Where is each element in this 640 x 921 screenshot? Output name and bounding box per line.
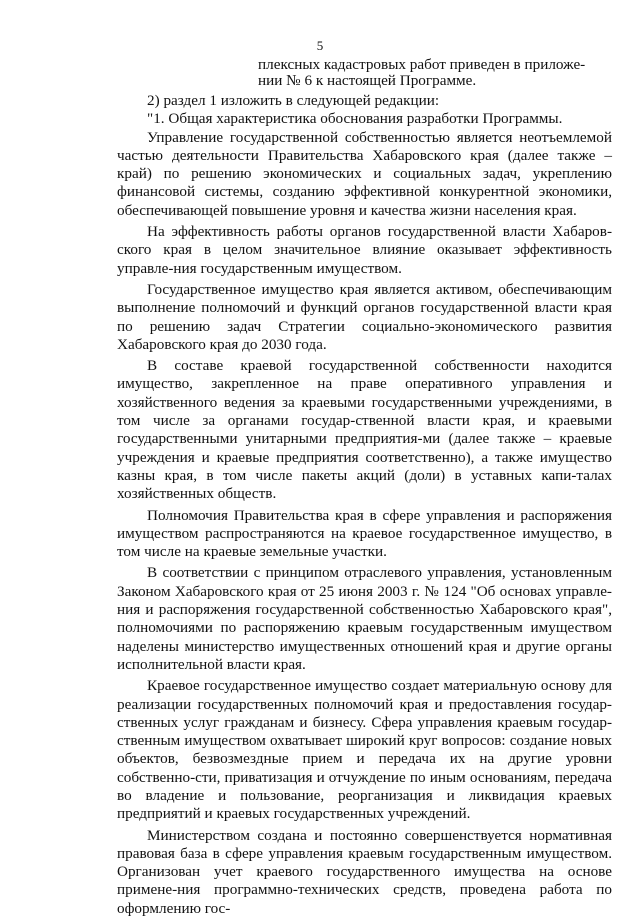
paragraph: Министерством создана и постоянно совершенствуется нормативная правовая база в сфере управления краевым государственным имуществом. Организован учет краевого государственного имущества на основе примене-ния программно-технических средств, проведена работа по оформлению гос- — [117, 826, 612, 917]
paragraph: Полномочия Правительства края в сфере управления и распоряжения имуществом распространяются на краевое государственное имущество, в том числе на краевые земельные участки. — [117, 506, 612, 561]
list-item-continuation — [258, 56, 586, 89]
section-heading: "1. Общая характеристика обоснования разработки Программы. — [147, 110, 563, 128]
amendment-instruction: 2) раздел 1 изложить в следующей редакции: — [147, 92, 440, 109]
paragraph: В составе краевой государственной собственности находится имущество, закрепленное на праве оперативного управления и хозяйственного ведения за краевыми государственными учреждениями, в том числе за органами государ-ственной власти края, и краевыми государственными унитарными предприятия-ми (далее также – краевые учреждения и краевые предприятия соответственно), а также имущество казны края, в том числе пакеты акций (доли) в уставных капи-талах хозяйственных обществ. — [117, 357, 612, 503]
paragraph: На эффективность работы органов государственной власти Хабаров-ского края в целом значительное влияние оказывает эффективность управле-ния государственным имуществом. — [117, 223, 612, 277]
document-body — [117, 92, 612, 921]
paragraph: Краевое государственное имущество создает материальную основу для реализации государственных полномочий края и предоставления государ-ственных услуг гражданам и бизнесу. Сфера управления краевым государ-ственным имуществом охватывает широкий круг вопросов: создание новых объектов, безвозмездные прием и передача их на другие уровни собственно-сти, приватизация и отчуждение по иным основаниям, передача во владение и пользование, реорганизация и ликвидация краевых предприятий и краевых государственных учреждений. — [117, 677, 612, 823]
page-number: 5 — [316, 38, 324, 53]
paragraph: Управление государственной собственностью является неотъемлемой частью деятельности Правительства Хабаровского края (далее также – край) по решению экономических и социальных задач, укреплению финансовой системы, созданию эффективной конкурентной экономики, обеспечивающей повышение уровня и качества жизни населения края. — [117, 128, 612, 219]
continuation-line: нии № 6 к настоящей Программе. — [258, 72, 477, 89]
continuation-line: плексных кадастровых работ приведен в приложе- — [258, 56, 586, 73]
paragraph: Государственное имущество края является активом, обеспечивающим выполнение полномочий и функций органов государственной власти края по решению задач Стратегии социально-экономического развития Хабаровского края до 2030 года. — [117, 280, 612, 353]
paragraph: В соответствии с принципом отраслевого управления, установленным Законом Хабаровского края от 25 июня 2003 г. № 124 "Об основах управле-ния и распоряжения государственной собственностью Хабаровского края", полномочиями по распоряжению краевым государственным имуществом наделены министерство имущественных отношений края и другие органы исполнительной власти края. — [117, 564, 612, 673]
